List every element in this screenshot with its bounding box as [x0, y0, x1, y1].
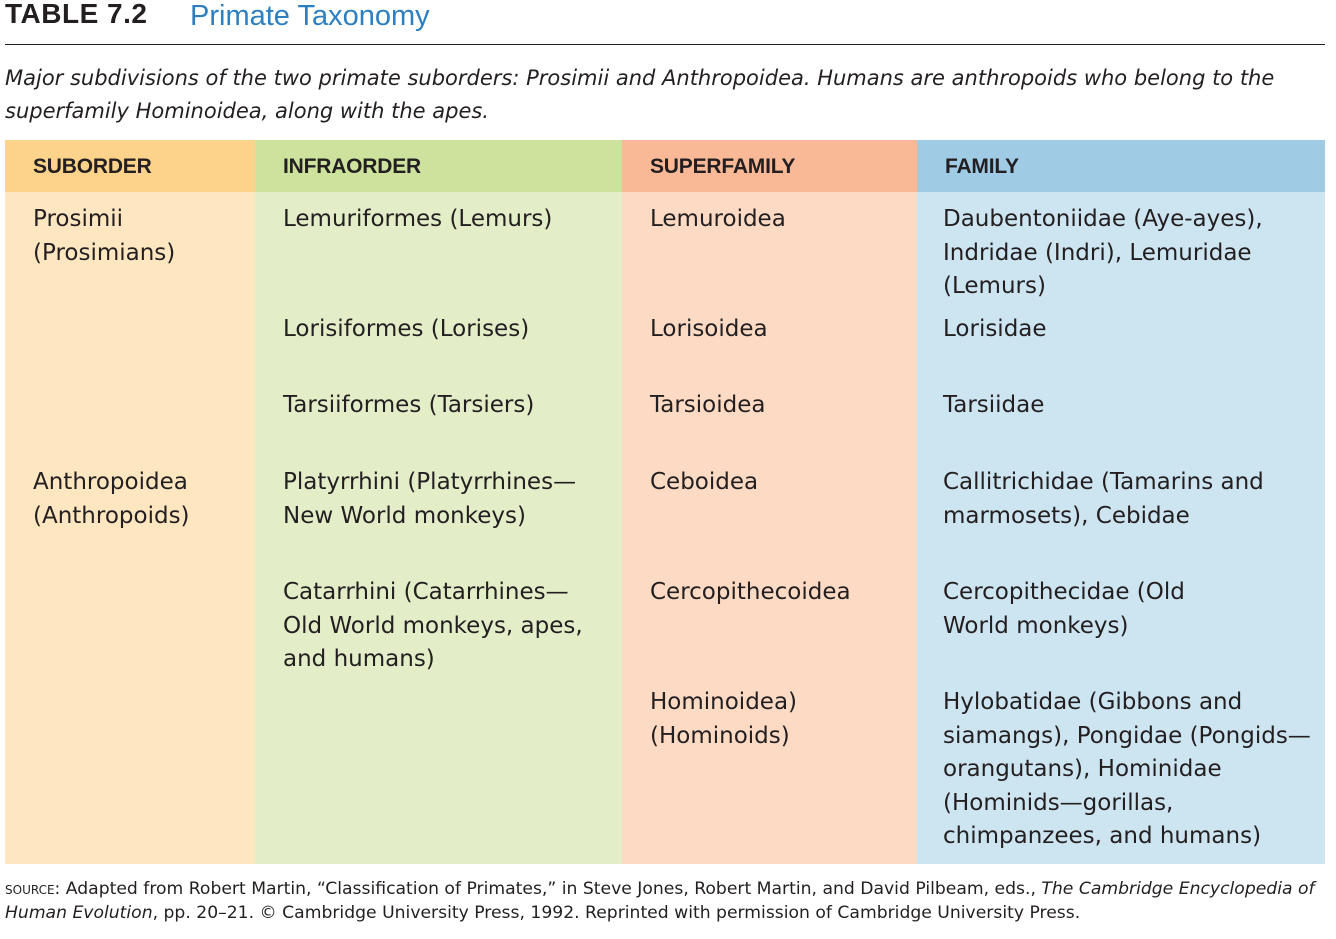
table-caption: Major subdivisions of the two primate suborders: Prosimii and Anthropoidea. Humans are anthropoids who belong to the superfamily Hominoidea, along with the apes. [5, 66, 1275, 123]
header-infraorder [255, 140, 622, 192]
cell-family-hominoidea: Hylobatidae (Gibbons and siamangs), Pongidae (Pongids— orangutans), Hominidae (Hominids—gorillas, chimpanzees, and humans) [943, 689, 1311, 849]
header-suborder-label: SUBORDER [33, 155, 152, 178]
superfamily-column [622, 140, 917, 864]
cell-superfamily-lemuroidea: Lemuroidea [650, 206, 786, 232]
table-name: Primate Taxonomy [190, 0, 430, 32]
cell-family-lorisidae: Lorisidae [943, 316, 1047, 342]
cell-superfamily-cercopithecoidea: Cercopithecoidea [650, 579, 851, 605]
source-text-after: , pp. 20–21. © Cambridge University Press, 1992. Reprinted with permission of Cambridge University Press. [152, 903, 1081, 923]
cell-superfamily-tarsioidea: Tarsioidea [650, 392, 766, 418]
cell-infraorder-platyrrhini: Platyrrhini (Platyrrhines—New World monkeys) [283, 469, 577, 529]
cell-superfamily-lorisoidea: Lorisoidea [650, 316, 768, 342]
table-title [5, 0, 1325, 44]
header-superfamily [622, 140, 917, 192]
source-label: source [5, 879, 55, 899]
cell-suborder-prosimii: Prosimii (Prosimians) [33, 206, 176, 266]
source-book-title: The Cambridge Encyclopedia of Human Evolution [5, 879, 1315, 923]
source-text-before: : Adapted from Robert Martin, “Classification of Primates,” in Steve Jones, Robert Martin, and David Pilbeam, eds., [54, 879, 1042, 899]
cell-superfamily-hominoidea: Hominoidea) (Hominoids) [650, 689, 798, 749]
source-note [5, 877, 1331, 925]
header-infraorder-label: INFRAORDER [283, 155, 421, 178]
cell-family-cercopithecidae: Cercopithecidae (Old World monkeys) [943, 579, 1185, 639]
table-number: TABLE 7.2 [5, 0, 148, 29]
cell-family-ceboidea: Callitrichidae (Tamarins and marmosets), Cebidae [943, 469, 1264, 529]
cell-infraorder-lorisiformes: Lorisiformes (Lorises) [283, 316, 530, 342]
cell-suborder-anthropoidea: Anthropoidea (Anthropoids) [33, 469, 190, 529]
cell-infraorder-tarsiiformes: Tarsiiformes (Tarsiers) [283, 392, 535, 418]
header-superfamily-label: SUPERFAMILY [650, 155, 796, 178]
cell-family-tarsiidae: Tarsiidae [943, 392, 1045, 418]
cell-infraorder-catarrhini: Catarrhini (Catarrhines— Old World monkeys, apes, and humans) [283, 579, 583, 672]
header-family-label: FAMILY [945, 155, 1019, 178]
header-family [917, 140, 1325, 192]
cell-superfamily-ceboidea: Ceboidea [650, 469, 759, 495]
header-suborder [5, 140, 255, 192]
title-divider [5, 44, 1325, 45]
cell-family-lemuroidea: Daubentoniidae (Aye-ayes), Indridae (Indri), Lemuridae (Lemurs) [943, 206, 1263, 299]
cell-infraorder-lemuriformes: Lemuriformes (Lemurs) [283, 206, 553, 232]
